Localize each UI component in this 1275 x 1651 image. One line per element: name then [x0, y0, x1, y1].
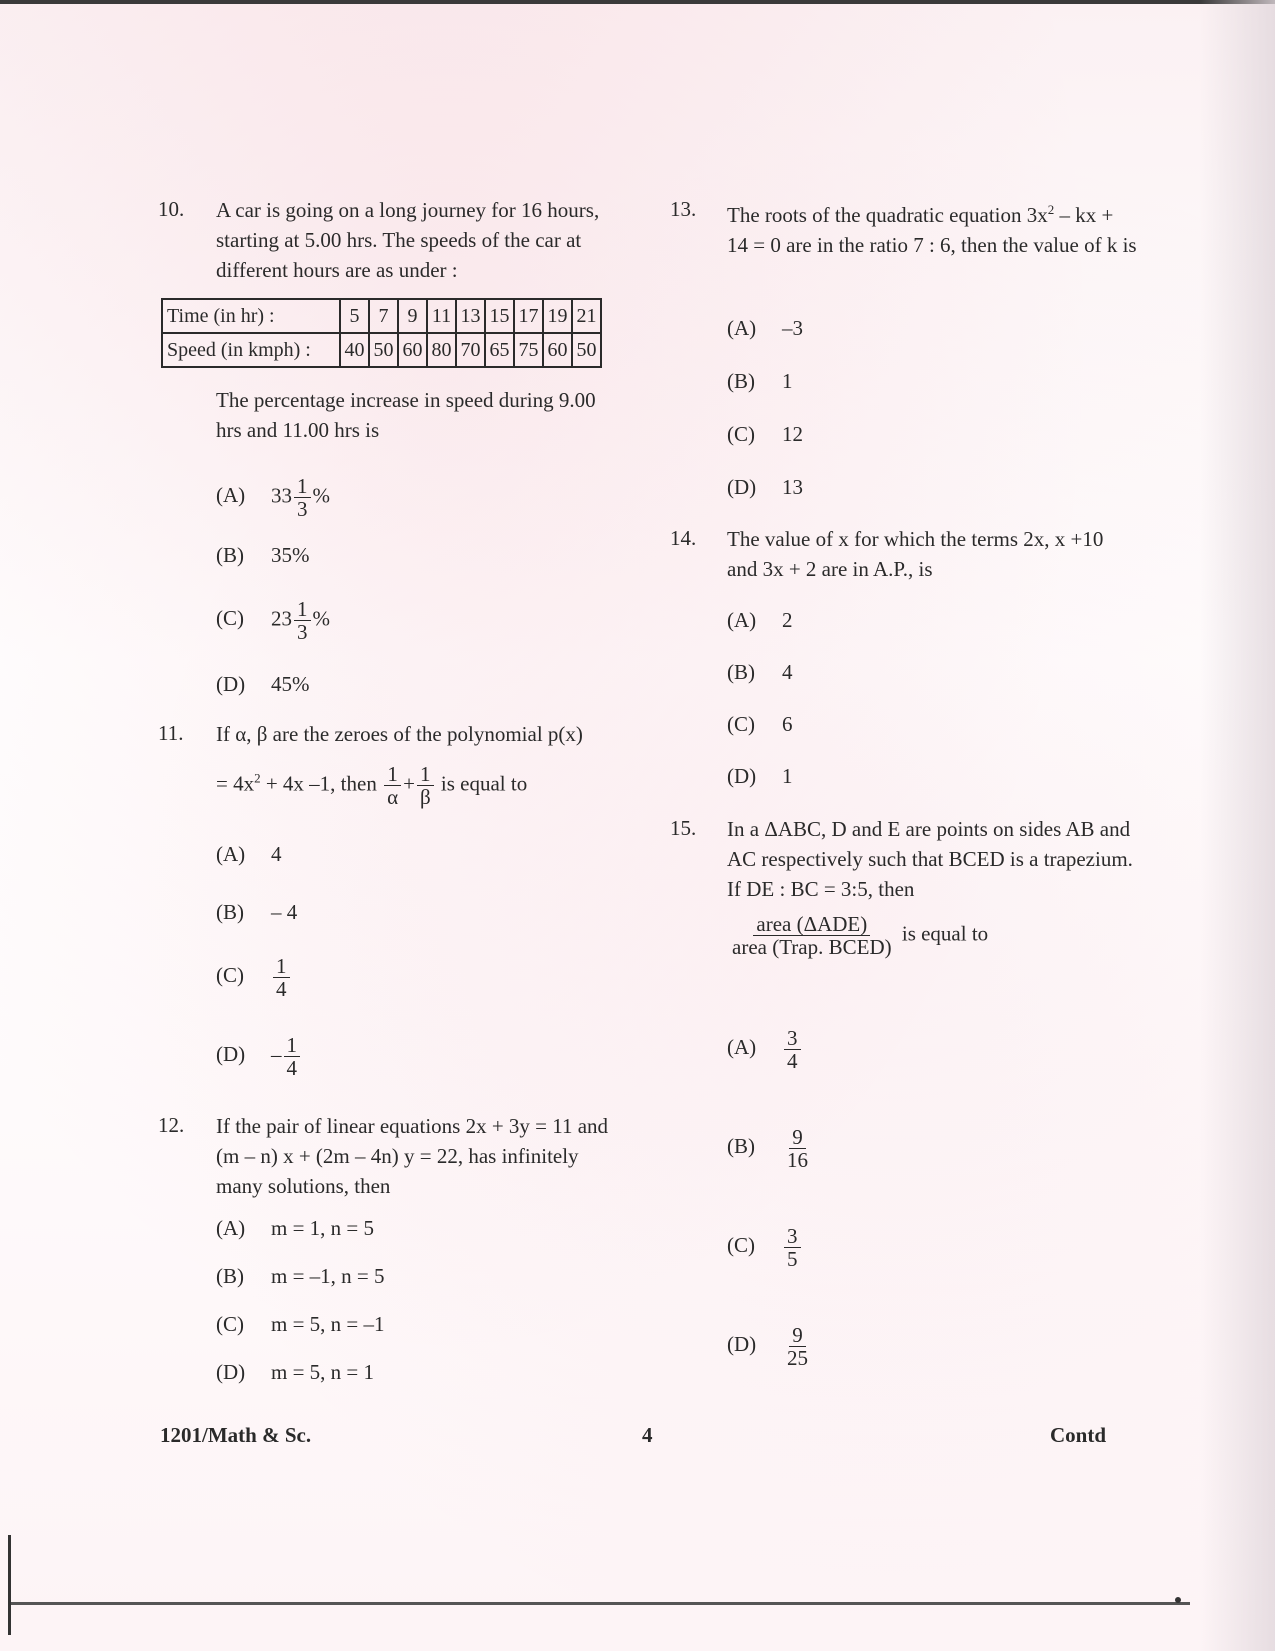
continued-label: Contd — [1050, 1423, 1107, 1447]
q11-option-c[interactable]: (C) $\frac{1}{4}$ — [216, 955, 292, 1000]
table-cell: 40 — [340, 333, 369, 367]
q10-option-a[interactable]: (A) 33 $\frac{1}{3}$ % — [216, 474, 330, 522]
table-cell: 60 — [543, 333, 572, 367]
q11-text: If α, β are the zeroes of the polynomial p(x) — [216, 722, 583, 746]
q13-option-b[interactable]: (B) 1 — [727, 369, 793, 393]
q15-option-a[interactable]: (A) $\frac{3}{4}$ — [727, 1027, 803, 1072]
table-cell: 80 — [427, 333, 456, 367]
q11-number: 11. — [158, 721, 184, 745]
q14-option-a[interactable]: (A) 2 — [727, 608, 793, 632]
scan-left-mark — [8, 1535, 11, 1635]
q12-option-b[interactable]: (B) m = –1, n = 5 — [216, 1264, 385, 1288]
q14-option-c[interactable]: (C) 6 — [727, 712, 793, 736]
table-row-time — [162, 299, 601, 333]
speed-table — [161, 298, 602, 368]
speed-header: Speed (in kmph) : — [162, 333, 340, 367]
q10-option-d[interactable]: (D) 45% — [216, 672, 310, 696]
time-header: Time (in hr) : — [162, 299, 340, 333]
table-cell: 11 — [427, 299, 456, 333]
q13-option-a[interactable]: (A) –3 — [727, 316, 803, 340]
table-cell: 5 — [340, 299, 369, 333]
table-cell: 7 — [369, 299, 398, 333]
q13-text: The roots of the quadratic equation $3x^2$ – kx + 14 = 0 are in the ratio 7 : 6, then the value of k is — [727, 202, 1137, 257]
q15-option-d[interactable]: (D) $\frac{9}{25}$ — [727, 1323, 808, 1371]
q10-question: The percentage increase in speed during 9.00 hrs and 11.00 hrs is — [216, 388, 596, 442]
q11-expression: = $4x^2 + 4x$ –1, then $\frac{1}{\alpha}$ + $\frac{1}{\beta}$ is equal to — [216, 762, 528, 810]
q14-option-d[interactable]: (D) 1 — [727, 764, 793, 788]
table-cell: 50 — [369, 333, 398, 367]
q13-number: 13. — [670, 197, 697, 221]
q12-option-d[interactable]: (D) m = 5, n = 1 — [216, 1360, 375, 1384]
q11-option-b[interactable]: (B) – 4 — [216, 900, 298, 924]
page-bottom-border — [10, 1602, 1190, 1605]
table-cell: 17 — [514, 299, 543, 333]
q12-text: If the pair of linear equations 2x + 3y = 11 and (m – n) x + (2m – 4n) y = 22, has infinitely many solutions, then — [216, 1114, 609, 1198]
q15-number: 15. — [670, 816, 697, 840]
q11-option-d[interactable]: (D) – $\frac{1}{4}$ — [216, 1034, 302, 1079]
q14-number: 14. — [670, 526, 697, 550]
q14-text: The value of x for which the terms 2x, x +10 and 3x + 2 are in A.P., is — [727, 527, 1104, 581]
table-cell: 15 — [485, 299, 514, 333]
q12-option-c[interactable]: (C) m = 5, n = –1 — [216, 1312, 385, 1336]
table-cell: 50 — [572, 333, 601, 367]
q12-option-a[interactable]: (A) m = 1, n = 5 — [216, 1216, 375, 1240]
table-cell: 19 — [543, 299, 572, 333]
q10-option-b[interactable]: (B) 35% — [216, 543, 310, 567]
paper-code: 1201/Math & Sc. — [160, 1423, 312, 1447]
scan-edge-shadow — [1200, 0, 1275, 1651]
table-cell: 75 — [514, 333, 543, 367]
q15-ratio: $\frac{\text{area (ΔADE)}}{\text{area (Trap. BCED)}}$ is equal to — [732, 912, 989, 960]
table-cell: 9 — [398, 299, 427, 333]
q14-option-b[interactable]: (B) 4 — [727, 660, 793, 684]
q13-option-c[interactable]: (C) 12 — [727, 422, 803, 446]
q15-text: In a ΔABC, D and E are points on sides AB and AC respectively such that BCED is a trapezium. If DE : BC = 3:5, then — [727, 817, 1133, 901]
q12-number: 12. — [158, 1113, 185, 1137]
page-number: 4 — [642, 1423, 653, 1447]
table-cell: 70 — [456, 333, 485, 367]
q15-option-c[interactable]: (C) $\frac{3}{5}$ — [727, 1225, 803, 1270]
table-cell: 13 — [456, 299, 485, 333]
page-top-border — [0, 0, 1275, 4]
table-cell: 60 — [398, 333, 427, 367]
q11-option-a[interactable]: (A) 4 — [216, 842, 282, 866]
q15-option-b[interactable]: (B) $\frac{9}{16}$ — [727, 1125, 808, 1173]
q10-text: A car is going on a long journey for 16 hours, starting at 5.00 hrs. The speeds of the car at different hours are as under : — [216, 198, 600, 282]
q10-number: 10. — [158, 197, 185, 221]
q10-option-c[interactable]: (C) 23 $\frac{1}{3}$ % — [216, 597, 330, 645]
scan-dot — [1175, 1597, 1181, 1603]
table-row-speed — [162, 333, 601, 367]
q13-option-d[interactable]: (D) 13 — [727, 475, 803, 499]
table-cell: 65 — [485, 333, 514, 367]
table-cell: 21 — [572, 299, 601, 333]
